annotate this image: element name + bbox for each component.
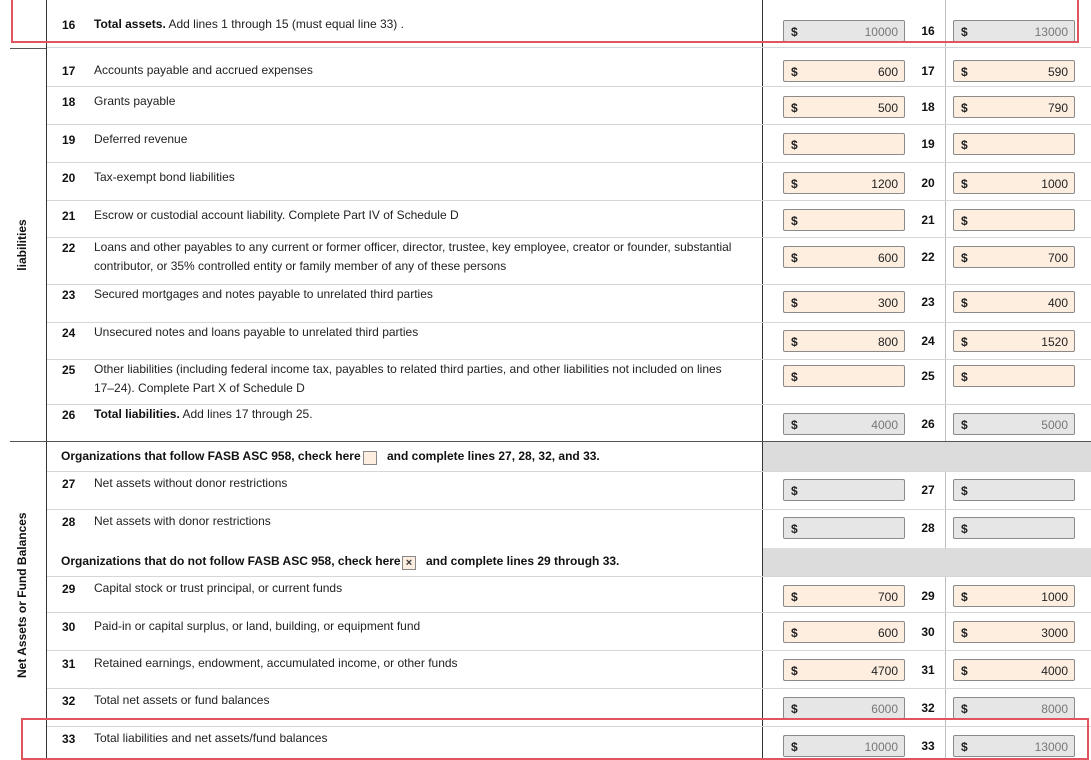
amount-field-beginning-of-year[interactable] — [783, 209, 905, 231]
line-number-right: 27 — [921, 483, 935, 497]
line-number: 31 — [62, 657, 76, 671]
amount-field-beginning-of-year[interactable] — [783, 621, 905, 643]
dollar-sign: $ — [961, 418, 968, 432]
amount-value: 600 — [877, 251, 898, 265]
form-line-22 — [0, 238, 1091, 285]
amount-field-beginning-of-year[interactable] — [783, 365, 905, 387]
amount-field-beginning-of-year[interactable] — [783, 172, 905, 194]
line-description-bold: Total assets. — [94, 17, 166, 31]
line-number: 33 — [62, 732, 76, 746]
amount-value: 590 — [1047, 65, 1068, 79]
line-number: 32 — [62, 694, 76, 708]
dollar-sign: $ — [961, 25, 968, 39]
liabilities-section-label: liabilities — [15, 219, 29, 271]
amount-field-end-of-year[interactable] — [953, 291, 1075, 313]
line-number: 17 — [62, 64, 76, 78]
highlight-box-line-16 — [11, 0, 1079, 43]
dollar-sign: $ — [791, 138, 798, 152]
dollar-sign: $ — [961, 740, 968, 754]
dollar-sign: $ — [791, 418, 798, 432]
amount-value: 4000 — [871, 418, 898, 432]
line-number-right: 17 — [921, 64, 935, 78]
line-description: Escrow or custodial account liability. Complete Part IV of Schedule D — [94, 208, 459, 222]
amount-value: 300 — [877, 296, 898, 310]
line-number: 20 — [62, 171, 76, 185]
amount-value: 5000 — [1041, 418, 1068, 432]
line-number: 16 — [62, 18, 76, 32]
line-description: Net assets without donor restrictions — [94, 476, 288, 490]
dollar-sign: $ — [961, 335, 968, 349]
dollar-sign: $ — [791, 484, 798, 498]
form-line-17 — [0, 48, 1091, 87]
form-line-25 — [0, 360, 1091, 405]
form-line-30 — [0, 613, 1091, 651]
amount-field-end-of-year[interactable] — [953, 96, 1075, 118]
line-number: 26 — [62, 408, 76, 422]
dollar-sign: $ — [791, 522, 798, 536]
amount-field-end-of-year[interactable] — [953, 585, 1075, 607]
line-number: 24 — [62, 326, 76, 340]
dollar-sign: $ — [961, 702, 968, 716]
amount-field-beginning-of-year[interactable] — [783, 585, 905, 607]
amount-value: 10000 — [864, 25, 898, 39]
dollar-sign: $ — [961, 370, 968, 384]
amount-value: 700 — [877, 590, 898, 604]
amount-field-beginning-of-year[interactable] — [783, 330, 905, 352]
line-description: Grants payable — [94, 94, 176, 108]
dollar-sign: $ — [791, 296, 798, 310]
line-number: 29 — [62, 582, 76, 596]
line-number-right: 28 — [921, 521, 935, 535]
dollar-sign: $ — [961, 101, 968, 115]
line-number-right: 23 — [921, 295, 935, 309]
dollar-sign: $ — [791, 626, 798, 640]
header-gray-cell — [763, 548, 1091, 576]
dollar-sign: $ — [791, 335, 798, 349]
amount-value: 4000 — [1041, 664, 1068, 678]
fasb-not-follow-suffix: and complete lines 29 through 33. — [426, 554, 620, 568]
dollar-sign: $ — [791, 251, 798, 265]
line-number-right: 19 — [921, 137, 935, 151]
amount-field-beginning-of-year[interactable] — [783, 659, 905, 681]
line-description-bold: Total liabilities. — [94, 407, 180, 421]
amount-value: 10000 — [864, 740, 898, 754]
line-description: Total net assets or fund balances — [94, 693, 270, 707]
amount-value: 1000 — [1041, 177, 1068, 191]
form-line-31 — [0, 651, 1091, 689]
dollar-sign: $ — [961, 484, 968, 498]
dollar-sign: $ — [791, 664, 798, 678]
line-description: Paid-in or capital surplus, or land, building, or equipment fund — [94, 619, 421, 633]
amount-value: 400 — [1047, 296, 1068, 310]
dollar-sign: $ — [961, 590, 968, 604]
form-line-24 — [0, 323, 1091, 360]
form-line-29 — [0, 577, 1091, 613]
amount-field-end-of-year[interactable] — [953, 60, 1075, 82]
amount-field-end-of-year — [953, 697, 1075, 719]
dollar-sign: $ — [961, 664, 968, 678]
amount-value: 800 — [877, 335, 898, 349]
amount-value: 600 — [877, 65, 898, 79]
line-number-right: 30 — [921, 625, 935, 639]
fasb-follow-suffix: and complete lines 27, 28, 32, and 33. — [387, 449, 600, 463]
amount-field-beginning-of-year[interactable] — [783, 96, 905, 118]
amount-value: 500 — [877, 101, 898, 115]
amount-field-end-of-year[interactable] — [953, 172, 1075, 194]
amount-field-beginning-of-year — [783, 413, 905, 435]
dollar-sign: $ — [791, 65, 798, 79]
line-number-right: 26 — [921, 417, 935, 431]
amount-value: 600 — [877, 626, 898, 640]
line-description: Total assets. Add lines 1 through 15 (must equal line 33) . — [94, 17, 404, 31]
form-line-27 — [0, 472, 1091, 510]
amount-field-end-of-year — [953, 479, 1075, 501]
amount-field-beginning-of-year[interactable] — [783, 60, 905, 82]
amount-field-end-of-year — [953, 517, 1075, 539]
dollar-sign: $ — [961, 522, 968, 536]
amount-field-end-of-year[interactable] — [953, 621, 1075, 643]
amount-field-beginning-of-year[interactable] — [783, 291, 905, 313]
line-number-right: 31 — [921, 663, 935, 677]
amount-value: 1000 — [1041, 590, 1068, 604]
header-gray-cell — [763, 442, 1091, 471]
line-description: Loans and other payables to any current or former officer, director, trustee, key employee, creator or founder, substantial contributor, or 35% controlled entity or family member of any of these persons — [94, 240, 732, 273]
dollar-sign: $ — [961, 65, 968, 79]
row-divider — [47, 471, 1091, 472]
line-number-right: 16 — [921, 24, 935, 38]
line-description: Total liabilities. Add lines 17 through 25. — [94, 407, 313, 421]
amount-field-beginning-of-year — [783, 517, 905, 539]
line-description: Secured mortgages and notes payable to unrelated third parties — [94, 287, 433, 301]
form-line-20 — [0, 163, 1091, 201]
line-number: 18 — [62, 95, 76, 109]
line-number-right: 29 — [921, 589, 935, 603]
dollar-sign: $ — [791, 177, 798, 191]
line-description: Tax-exempt bond liabilities — [94, 170, 235, 184]
line-number-right: 20 — [921, 176, 935, 190]
row-divider — [47, 576, 1091, 577]
highlight-box-line-33 — [21, 718, 1089, 760]
amount-field-end-of-year[interactable] — [953, 659, 1075, 681]
line-description: Retained earnings, endowment, accumulated income, or other funds — [94, 656, 458, 670]
line-number-right: 32 — [921, 701, 935, 715]
line-number-right: 25 — [921, 369, 935, 383]
line-number: 28 — [62, 515, 76, 529]
line-number-right: 24 — [921, 334, 935, 348]
line-description: Total liabilities and net assets/fund balances — [94, 731, 328, 745]
fasb-follow-checkbox[interactable] — [363, 451, 377, 465]
line-description: Other liabilities (including federal income tax, payables to related third parties, and other liabilities not included on lines 17–24). Complete Part X of Schedule D — [94, 362, 722, 395]
amount-field-end-of-year[interactable] — [953, 246, 1075, 268]
line-number: 23 — [62, 288, 76, 302]
form-line-19 — [0, 125, 1091, 163]
form-line-28 — [0, 510, 1091, 548]
dollar-sign: $ — [961, 138, 968, 152]
line-number: 21 — [62, 209, 76, 223]
amount-field-beginning-of-year — [783, 479, 905, 501]
line-number-right: 21 — [921, 213, 935, 227]
line-number-right: 33 — [921, 739, 935, 753]
dollar-sign: $ — [961, 214, 968, 228]
form-line-26 — [0, 405, 1091, 441]
fasb-not-follow-checkbox[interactable]: × — [402, 556, 416, 570]
amount-value: 790 — [1047, 101, 1068, 115]
dollar-sign: $ — [791, 590, 798, 604]
dollar-sign: $ — [961, 296, 968, 310]
amount-value: 3000 — [1041, 626, 1068, 640]
amount-value: 1520 — [1041, 335, 1068, 349]
line-number: 22 — [62, 241, 76, 255]
dollar-sign: $ — [961, 251, 968, 265]
amount-value: 8000 — [1041, 702, 1068, 716]
line-description: Accounts payable and accrued expenses — [94, 63, 313, 77]
amount-value: 1200 — [871, 177, 898, 191]
fasb-not-follow-text: Organizations that do not follow FASB ASC 958, check here — [61, 554, 401, 568]
dollar-sign: $ — [791, 101, 798, 115]
line-number-right: 18 — [921, 100, 935, 114]
amount-value: 6000 — [871, 702, 898, 716]
net-assets-section-label: Net Assets or Fund Balances — [15, 512, 29, 678]
amount-value: 700 — [1047, 251, 1068, 265]
amount-field-end-of-year[interactable] — [953, 133, 1075, 155]
amount-value: 4700 — [871, 664, 898, 678]
amount-field-end-of-year[interactable] — [953, 330, 1075, 352]
form-line-21 — [0, 201, 1091, 238]
amount-field-end-of-year[interactable] — [953, 209, 1075, 231]
amount-field-beginning-of-year — [783, 697, 905, 719]
line-description: Capital stock or trust principal, or current funds — [94, 581, 343, 595]
line-number: 25 — [62, 363, 76, 377]
amount-field-beginning-of-year[interactable] — [783, 133, 905, 155]
line-description: Deferred revenue — [94, 132, 188, 146]
form-line-23 — [0, 285, 1091, 323]
line-number: 19 — [62, 133, 76, 147]
dollar-sign: $ — [961, 626, 968, 640]
dollar-sign: $ — [791, 702, 798, 716]
dollar-sign: $ — [791, 25, 798, 39]
dollar-sign: $ — [791, 740, 798, 754]
line-number: 30 — [62, 620, 76, 634]
amount-value: 13000 — [1034, 740, 1068, 754]
dollar-sign: $ — [961, 177, 968, 191]
line-description: Unsecured notes and loans payable to unrelated third parties — [94, 325, 419, 339]
amount-field-beginning-of-year[interactable] — [783, 246, 905, 268]
dollar-sign: $ — [791, 370, 798, 384]
amount-field-end-of-year[interactable] — [953, 365, 1075, 387]
line-description: Net assets with donor restrictions — [94, 514, 271, 528]
amount-value: 13000 — [1034, 25, 1068, 39]
line-number: 27 — [62, 477, 76, 491]
amount-field-end-of-year — [953, 413, 1075, 435]
line-number-right: 22 — [921, 250, 935, 264]
dollar-sign: $ — [791, 214, 798, 228]
form-line-18 — [0, 87, 1091, 125]
fasb-follow-text: Organizations that follow FASB ASC 958, check here — [61, 449, 361, 463]
